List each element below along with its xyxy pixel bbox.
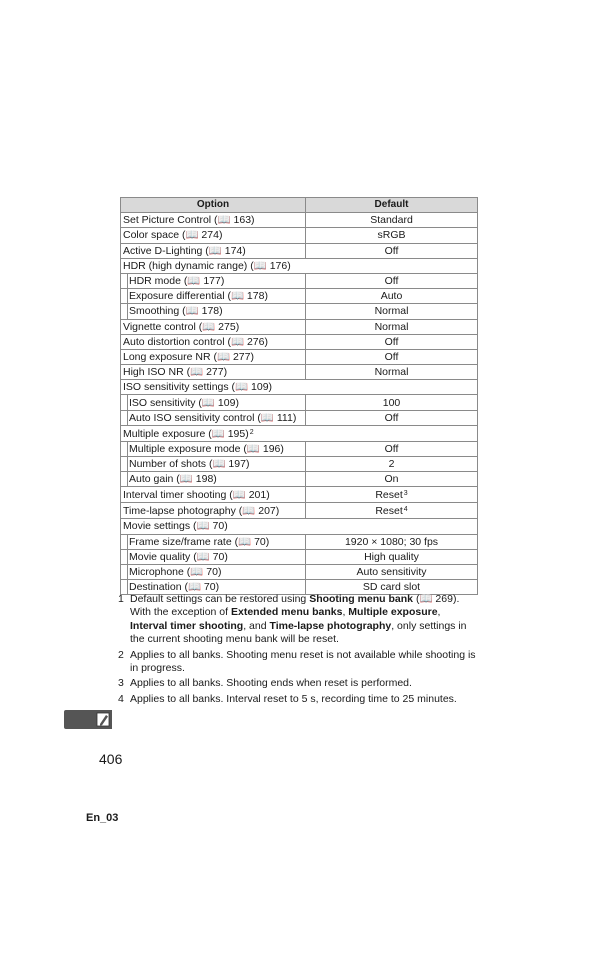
default-cell: [306, 564, 478, 579]
option-text: Vignette control (📖 275): [123, 320, 240, 333]
table-row: [121, 549, 478, 564]
option-text: Multiple exposure mode (📖 196): [129, 442, 284, 455]
table-row: [121, 441, 478, 456]
default-text: 2: [388, 458, 395, 471]
option-text: High ISO NR (📖 277): [123, 366, 228, 379]
default-cell: [306, 365, 478, 380]
footnote-marker: 2: [249, 428, 254, 436]
footnote-text: Applies to all banks. Interval reset to 5 s, recording time to 25 minutes.: [130, 692, 457, 705]
option-text: Multiple exposure (📖 195): [123, 427, 249, 440]
default-cell: [306, 534, 478, 549]
default-text: sRGB: [377, 229, 406, 242]
default-cell: [306, 289, 478, 304]
default-text: 1920 × 1080; 30 fps: [344, 535, 439, 548]
table-row: [121, 395, 478, 410]
default-cell: [306, 395, 478, 410]
option-cell: [121, 549, 306, 564]
table-row: [121, 410, 478, 425]
bold-menu-term: Multiple exposure: [348, 606, 438, 619]
option-cell: [121, 334, 306, 349]
table-row: [121, 258, 478, 273]
default-cell: [306, 304, 478, 319]
option-text: Auto ISO sensitivity control (📖 111): [129, 411, 297, 424]
option-text: Frame size/frame rate (📖 70): [129, 535, 270, 548]
default-text: Normal: [374, 320, 409, 333]
footnote: [118, 593, 480, 647]
table-row: [121, 487, 478, 503]
table-row: [121, 503, 478, 519]
option-cell: [121, 534, 306, 549]
footnote-number: 2: [118, 648, 124, 661]
option-text: Time-lapse photography (📖 207): [123, 504, 280, 517]
option-text: ISO sensitivity (📖 109): [129, 396, 239, 409]
default-cell: [306, 487, 478, 503]
table-row: [121, 304, 478, 319]
footnote-text: ,: [437, 606, 441, 619]
default-cell: [306, 472, 478, 487]
option-cell: [121, 243, 306, 258]
table-row: [121, 349, 478, 364]
option-text: Set Picture Control (📖 163): [123, 214, 255, 227]
option-cell: [121, 564, 306, 579]
footnote-number: 4: [118, 692, 124, 705]
option-text: Active D-Lighting (📖 174): [123, 244, 246, 257]
page-number: 406: [99, 751, 123, 767]
bold-menu-term: Interval timer shooting: [130, 619, 244, 632]
pencil-menu-icon: [96, 712, 110, 727]
footnote-text: ,: [342, 606, 349, 619]
default-cell: [306, 228, 478, 243]
option-text: Number of shots (📖 197): [129, 458, 250, 471]
option-cell: [121, 319, 306, 334]
table-row: [121, 228, 478, 243]
default-cell: [306, 319, 478, 334]
footnote-marker: 4: [403, 506, 408, 514]
table-row: [121, 472, 478, 487]
option-cell: [121, 487, 306, 503]
default-cell: [306, 457, 478, 472]
group-label: [121, 380, 478, 395]
default-text: Off: [384, 244, 399, 257]
default-text: Auto: [380, 290, 403, 303]
footnote-marker: 3: [403, 490, 408, 498]
footnote-number: 3: [118, 677, 124, 690]
table-row: [121, 457, 478, 472]
default-text: Normal: [374, 305, 409, 318]
option-text: Destination (📖 70): [129, 581, 220, 594]
footnote-text: Applies to all banks. Shooting ends when reset is performed.: [130, 677, 412, 690]
default-cell: [306, 410, 478, 425]
default-text: Normal: [374, 366, 409, 379]
footnote-text: Applies to all banks. Shooting menu reset is not available while shooting is in progress.: [130, 648, 476, 675]
header-default: Default: [306, 198, 478, 213]
option-text: Auto gain (📖 198): [129, 473, 217, 486]
option-cell: [121, 395, 306, 410]
option-text: Color space (📖 274): [123, 229, 223, 242]
option-cell: [121, 273, 306, 288]
footnote: [118, 693, 480, 706]
default-cell: [306, 243, 478, 258]
option-text: ISO sensitivity settings (📖 109): [123, 381, 273, 394]
default-cell: [306, 349, 478, 364]
table-row: [121, 213, 478, 228]
table-row: [121, 519, 478, 534]
footnotes: [118, 593, 480, 708]
table-row: [121, 564, 478, 579]
default-text: Reset: [375, 489, 403, 502]
option-text: Movie settings (📖 70): [123, 520, 228, 533]
header-option: Option: [121, 198, 306, 213]
table-row: [121, 334, 478, 349]
default-cell: [306, 503, 478, 519]
footnote-text: , only settings in the current shooting menu bank will be reset.: [130, 619, 467, 646]
default-text: Off: [384, 275, 399, 288]
bold-menu-term: Time-lapse photography: [269, 619, 392, 632]
table-row: [121, 380, 478, 395]
default-cell: [306, 441, 478, 456]
table-row: [121, 365, 478, 380]
footnote: [118, 677, 480, 690]
default-text: On: [384, 473, 399, 486]
option-text: Smoothing (📖 178): [129, 305, 223, 318]
option-text: Long exposure NR (📖 277): [123, 350, 254, 363]
footnote-text: Default settings can be restored using: [130, 593, 310, 605]
footnote: [118, 649, 480, 676]
default-text: Standard: [370, 214, 413, 227]
option-text: HDR mode (📖 177): [129, 275, 225, 288]
default-text: SD card slot: [362, 581, 421, 594]
default-text: Reset: [375, 505, 403, 518]
default-text: 100: [382, 396, 401, 409]
default-text: Off: [384, 411, 399, 424]
table-row: [121, 289, 478, 304]
option-cell: [121, 304, 306, 319]
default-cell: [306, 273, 478, 288]
option-text: HDR (high dynamic range) (📖 176): [123, 259, 291, 272]
option-cell: [121, 441, 306, 456]
default-cell: [306, 549, 478, 564]
default-text: Auto sensitivity: [356, 566, 427, 579]
option-text: Interval timer shooting (📖 201): [123, 488, 270, 501]
option-cell: [121, 213, 306, 228]
option-cell: [121, 457, 306, 472]
default-text: Off: [384, 335, 399, 348]
footnote-text: , and: [243, 619, 270, 632]
option-cell: [121, 365, 306, 380]
option-cell: [121, 472, 306, 487]
table-row: [121, 425, 478, 441]
group-label: [121, 519, 478, 534]
table-row: [121, 319, 478, 334]
option-cell: [121, 228, 306, 243]
group-label: [121, 258, 478, 273]
table-row: [121, 534, 478, 549]
group-label: [121, 425, 478, 441]
option-cell: [121, 410, 306, 425]
bold-menu-term: Shooting menu bank: [309, 593, 414, 605]
table-row: [121, 243, 478, 258]
option-text: Auto distortion control (📖 276): [123, 335, 268, 348]
footnote-number: 1: [118, 593, 124, 605]
footnote-text: (📖 269). With the exception of: [130, 593, 460, 619]
option-text: Exposure differential (📖 178): [129, 290, 268, 303]
default-text: Off: [384, 442, 399, 455]
footer-code: En_03: [86, 812, 119, 824]
bold-menu-term: Extended menu banks: [230, 606, 343, 619]
default-cell: [306, 213, 478, 228]
option-text: Microphone (📖 70): [129, 566, 222, 579]
default-text: High quality: [364, 550, 419, 563]
default-text: Off: [384, 350, 399, 363]
option-cell: [121, 503, 306, 519]
option-cell: [121, 289, 306, 304]
default-cell: [306, 334, 478, 349]
shooting-menu-defaults-table: [120, 197, 478, 595]
option-text: Movie quality (📖 70): [129, 550, 228, 563]
table-header-row: [121, 198, 478, 213]
option-cell: [121, 349, 306, 364]
table-row: [121, 273, 478, 288]
